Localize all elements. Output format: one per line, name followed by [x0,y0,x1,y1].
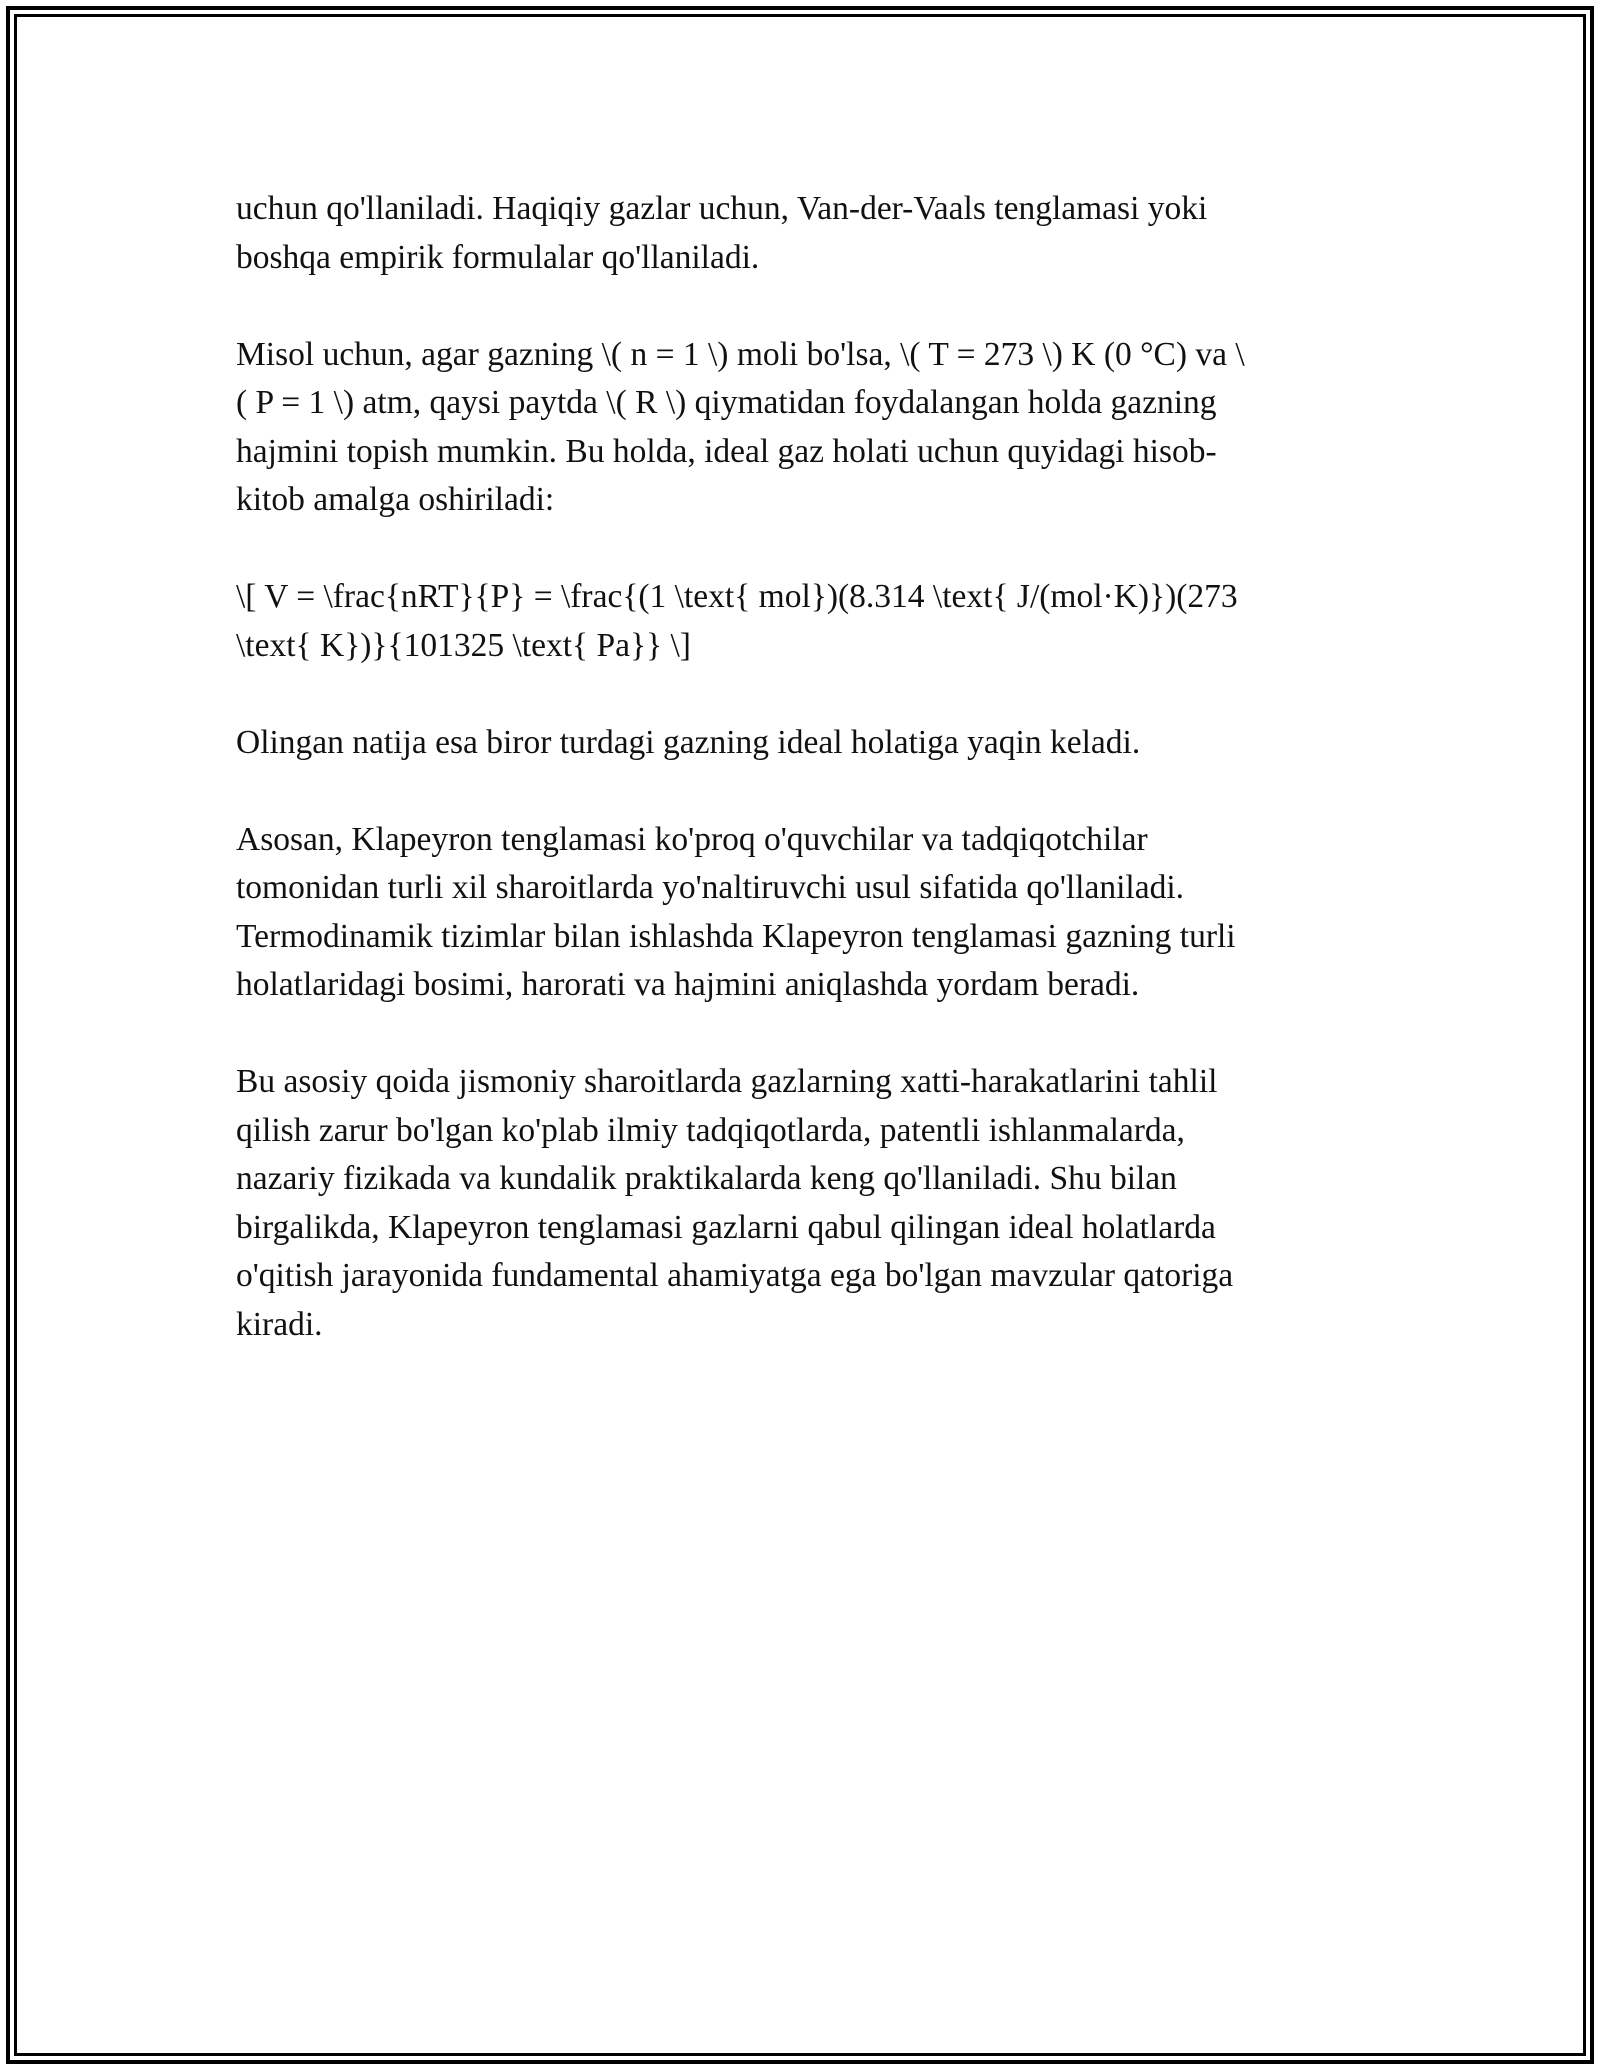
paragraph-conclusion: Bu asosiy qoida jismoniy sharoitlarda gazlarning xatti-harakatlarini tahlil qilish zarur bo'lgan ko'plab ilmiy tadqiqotlarda, patentli ishlanmalarda, nazariy fizikada va kundalik praktikalarda keng qo'llaniladi. Shu bilan birgalikda, Klapeyron tenglamasi gazlarni qabul qilingan ideal holatlarda o'qitish jarayonida fundamental ahamiyatga ega bo'lgan mavzular qatoriga kiradi. [236,1063,1234,1343]
paragraph-result-note: Olingan natija esa biror turdagi gazning ideal holatiga yaqin keladi. [236,723,1141,761]
paragraph-clapeyron-usage: Asosan, Klapeyron tenglamasi ko'proq o'quvchilar va tadqiqotchilar tomonidan turli xil sharoitlarda yo'naltiruvchi usul sifatida qo'llaniladi. Termodinamik tizimlar bilan ishlashda Klapeyron tenglamasi gazning turli holatlaridagi bosimi, harorati va hajmini aniqlashda yordam beradi. [236,820,1236,1003]
paragraph-volume-formula: \[ V = \frac{nRT}{P} = \frac{(1 \text{ mol})(8.314 \text{ J/(mol·K)})(273 \text{ K})}{101325 \text{ Pa}} \] [236,578,1238,664]
paragraph-example-setup: Misol uchun, agar gazning \( n = 1 \) moli bo'lsa, \( T = 273 \) K (0 °C) va \ ( P = 1 \) atm, qaysi paytda \( R \) qiymatidan foydalangan holda gazning hajmini topish mumkin. Bu holda, ideal gaz holati uchun quyidagi hisob- kitob amalga oshiriladi: [236,335,1245,518]
document-body [236,185,1356,1398]
paragraph-gas-equations-usage: uchun qo'llaniladi. Haqiqiy gazlar uchun, Van-der-Vaals tenglamasi yoki boshqa empirik formulalar qo'llaniladi. [236,190,1208,276]
